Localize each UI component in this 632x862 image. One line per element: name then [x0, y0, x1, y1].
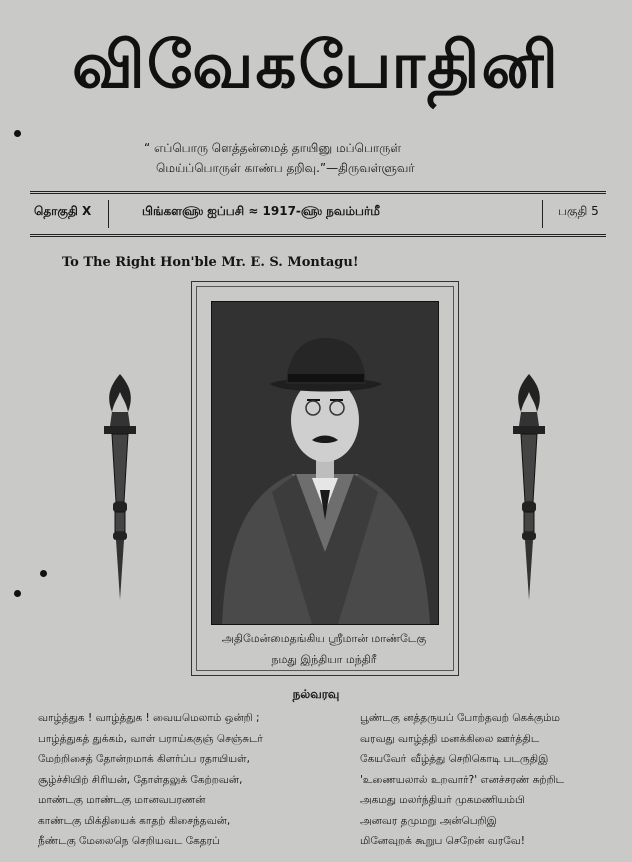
torch-ornament-left: [102, 372, 138, 602]
poem-line: அனவர தமுமறு அன்பெறிஇ: [360, 814, 497, 827]
poem-line: மாண்டகு மாண்டகு மானவபரணன்: [38, 794, 206, 806]
poem-line: மினேவுறக் கூறுப செறேன் வரவே!: [360, 835, 525, 847]
ink-dot: [14, 590, 21, 597]
epigraph-line: “ எப்பொரு ளெத்தன்மைத் தாயினு மப்பொருள்: [144, 141, 402, 155]
portrait-photo: [211, 301, 439, 625]
poem-column-left: [38, 708, 263, 852]
caption-line: அதிமேன்மைதங்கிய ஸ்ரீமான் மாண்டேகு: [221, 632, 427, 645]
torch-ornament-right: [511, 372, 547, 602]
issue-bar: [30, 196, 606, 232]
poem-line: பாழ்த்துகத் துக்கம், வாள் பராய்ககுஞ் செஞ்சுடர்: [38, 732, 263, 745]
caption-line: நமது இந்தியா மந்திரீ: [271, 653, 377, 666]
divider: [542, 200, 543, 228]
masthead: [30, 18, 602, 114]
poem-line: மேற்றிசைத் தோன்றமாக் கிளர்ப்ப ரதாயியள்,: [38, 753, 250, 765]
ink-dot: [14, 130, 21, 137]
volume-label: தொகுதி X: [34, 204, 92, 218]
ink-dot: [40, 570, 47, 577]
epigraph-line: மெய்ப்பொருள் காண்ப தறிவு.”—திருவள்ளுவர்: [156, 161, 415, 175]
poem-line: அகமது மலர்ந்தியர் முகமணியம்பி: [360, 794, 525, 806]
poem-line: காண்டகு மிக்தியைக் காதற் கிசைந்தவன்,: [38, 814, 231, 827]
masthead-title: விவேகபோதினி: [72, 29, 560, 103]
divider: [30, 191, 606, 194]
poem-column-right: [360, 708, 564, 852]
portrait-figure: [212, 302, 438, 624]
poem-title: நல்வரவு: [292, 687, 340, 701]
issue-number: பகுதி 5: [558, 204, 599, 218]
poem-line: கேயவோ் வீழ்த்து செறிகொடி படருதிஇ: [360, 753, 549, 765]
torch-icon: [511, 372, 547, 602]
divider: [108, 200, 109, 228]
dedication: To The Right Hon'ble Mr. E. S. Montagu!: [62, 255, 359, 270]
poem-line: நீண்டகு மேலைநெ செறியவட கேதரப்: [38, 835, 220, 847]
poem-line: 'உணையலால் உறவார்?' எனச்சரண் சுற்றிட: [360, 773, 564, 786]
poem-line: வாழ்த்துக ! வாழ்த்துக ! வையமெலாம் ஒன்றி ;: [38, 712, 260, 724]
poem-line: சூழ்ச்சியிற் சிரியன், தோள்தலுக் கேற்றவன்,: [38, 773, 243, 786]
divider: [30, 234, 606, 237]
torch-icon: [102, 372, 138, 602]
poem-line: பூண்டகு னத்தருயப் போற்தவற் கெக்கும்ம: [360, 712, 560, 724]
portrait-caption: [195, 628, 453, 670]
poem-line: வரவது வாழ்த்தி மனக்கிலை ஊர்த்திட: [360, 732, 540, 745]
issue-date: பிங்கள௵ ஐப்பசி ≈ 1917-௵ நவம்பர்மீ: [142, 204, 380, 218]
epigraph: [120, 138, 540, 178]
